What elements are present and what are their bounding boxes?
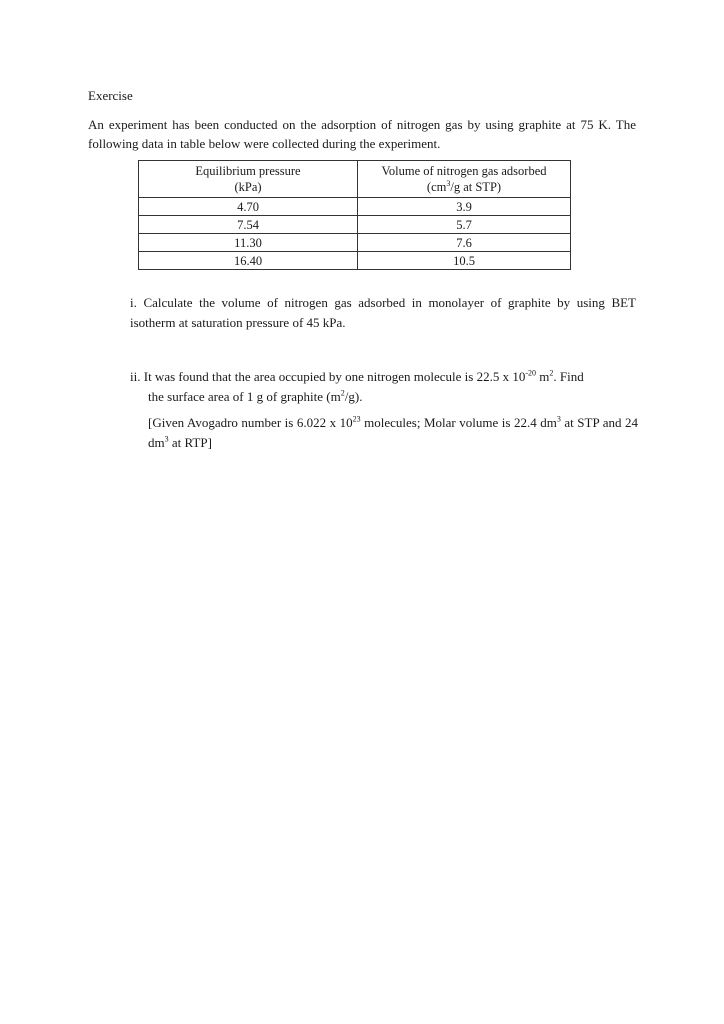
table-row: [139, 234, 571, 252]
question-text: It was found that the area occupied by one nitrogen molecule is 22.5 x $10^{-20}$ $m^2$. Find: [143, 368, 584, 384]
question-text: Calculate the volume of nitrogen gas adsorbed in monolayer of graphite by using BET isotherm at saturation pressure of 45 kPa.: [130, 295, 637, 330]
cell-pressure: 16.40: [139, 252, 358, 270]
given-constants: [Given Avogadro number is 6.022 x $10^{23}$ molecules; Molar volume is 22.4 $dm^3$ at STP and 24 $dm^3$ at RTP]: [148, 414, 638, 450]
cell-pressure: 7.54: [139, 216, 358, 234]
table-header-row: [139, 161, 571, 198]
table-row: [139, 252, 571, 270]
exercise-heading: Exercise: [88, 88, 133, 103]
question-number: ii.: [130, 369, 141, 384]
cell-volume: 7.6: [358, 234, 571, 252]
cell-pressure: 11.30: [139, 234, 358, 252]
header-pressure: Equilibrium pressure (kPa): [139, 161, 358, 198]
data-table: [138, 160, 571, 270]
cell-volume: 3.9: [358, 198, 571, 216]
intro-paragraph: An experiment has been conducted on the adsorption of nitrogen gas by using graphite at 75 K. The following data in table below were collected during the experiment.: [88, 117, 636, 151]
cell-volume: 10.5: [358, 252, 571, 270]
table-row: [139, 198, 571, 216]
question-ii: [130, 367, 636, 407]
question-number: i.: [130, 295, 137, 310]
header-volume: Volume of nitrogen gas adsorbed ($cm^3/g$ at STP): [358, 161, 571, 198]
cell-volume: 5.7: [358, 216, 571, 234]
cell-pressure: 4.70: [139, 198, 358, 216]
question-i: [130, 293, 636, 333]
question-text-line2: the surface area of 1 g of graphite $(m^2/g)$.: [148, 388, 363, 404]
table-row: [139, 216, 571, 234]
